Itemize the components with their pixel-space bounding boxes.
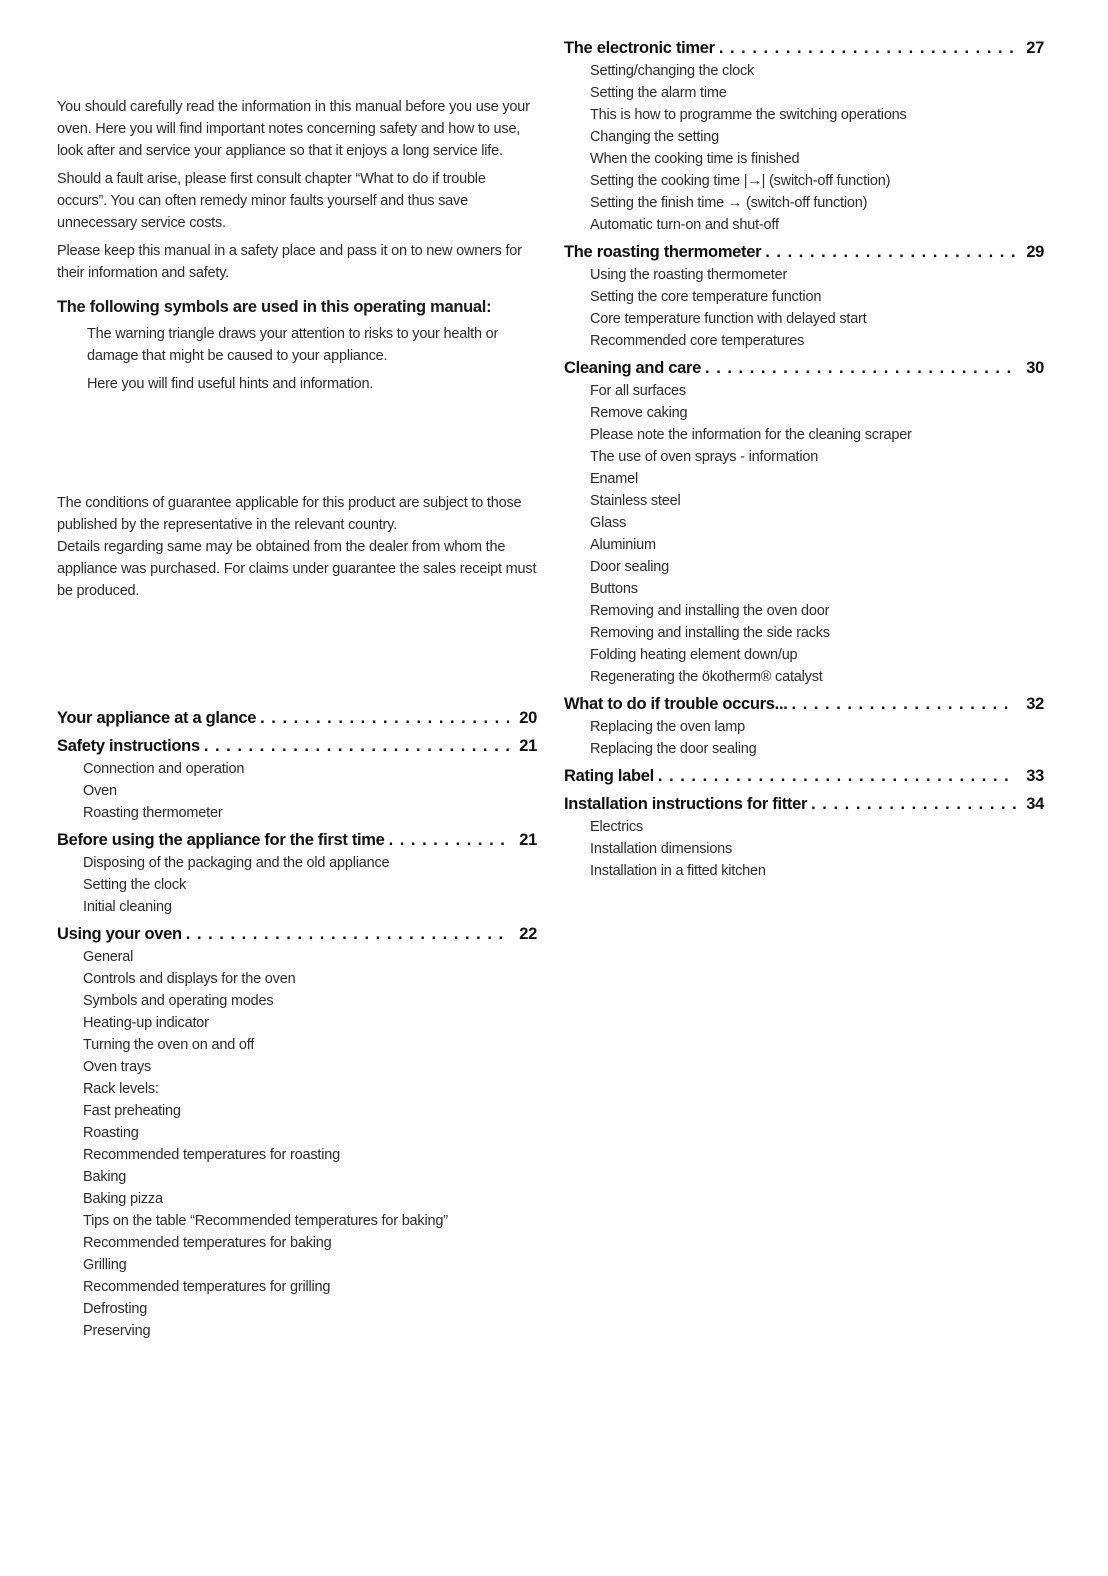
intro-paragraph: You should carefully read the information in this manual before you use your oven. Here you will find important notes concerning safety and how to use, look after and service your appliance so that it enjoys a long service life. (57, 99, 530, 159)
toc-subitem[interactable]: Using the roasting thermometer (590, 267, 788, 283)
toc-subitem[interactable]: Replacing the door sealing (590, 741, 757, 757)
toc-heading[interactable] (57, 922, 537, 946)
warning-note: The warning triangle draws your attention to risks to your health or damage that might be caused to your appliance. (87, 326, 499, 364)
toc-page-number: 22 (519, 925, 537, 943)
toc-section (57, 734, 537, 824)
toc-subitem[interactable]: Setting the core temperature function (590, 289, 822, 305)
toc-subitem[interactable]: Setting the cooking time |→| (switch-off function) (590, 173, 891, 189)
toc-section (57, 828, 537, 918)
toc-subitem[interactable]: Removing and installing the oven door (590, 603, 830, 619)
toc-section (564, 36, 1044, 236)
toc-subitem[interactable]: Initial cleaning (83, 899, 172, 915)
toc-subitem[interactable]: For all surfaces (590, 383, 686, 399)
toc-leader-dots (186, 922, 509, 946)
toc-subitem[interactable]: Rack levels: (83, 1081, 159, 1097)
toc-subitem[interactable]: Connection and operation (83, 761, 245, 777)
toc-heading-title: Before using the appliance for the first time (57, 831, 385, 849)
toc-subitem[interactable]: Fast preheating (83, 1103, 181, 1119)
toc-subitem[interactable]: Turning the oven on and off (83, 1037, 255, 1053)
toc-subitem[interactable]: Electrics (590, 819, 643, 835)
toc-subitem[interactable]: Glass (590, 515, 627, 531)
toc-page-number: 34 (1026, 795, 1044, 813)
toc-page-number: 29 (1026, 243, 1044, 261)
intro-column (57, 96, 537, 608)
toc-heading[interactable] (564, 792, 1044, 816)
toc-heading-title: Safety instructions (57, 737, 200, 755)
toc-section (564, 764, 1044, 788)
toc-subitem[interactable]: Recommended temperatures for baking (83, 1235, 332, 1251)
toc-subitem[interactable]: Recommended temperatures for grilling (83, 1279, 331, 1295)
toc-heading-title: The electronic timer (564, 39, 715, 57)
toc-section (564, 240, 1044, 352)
intro-paragraph: Please keep this manual in a safety place and pass it on to new owners for their information and safety. (57, 243, 522, 281)
symbols-heading: The following symbols are used in this operating manual: (57, 298, 492, 316)
toc-page-number: 33 (1026, 767, 1044, 785)
toc-heading-title: The roasting thermometer (564, 243, 762, 261)
toc-leader-dots (792, 692, 1016, 716)
toc-subitem[interactable]: Roasting thermometer (83, 805, 223, 821)
toc-subitem[interactable]: Controls and displays for the oven (83, 971, 296, 987)
toc-subitem[interactable]: Setting the clock (83, 877, 186, 893)
toc-subitem[interactable]: Aluminium (590, 537, 656, 553)
toc-leader-dots (658, 764, 1016, 788)
toc-subitem[interactable]: Heating-up indicator (83, 1015, 209, 1031)
toc-heading[interactable] (564, 764, 1044, 788)
toc-page-number: 30 (1026, 359, 1044, 377)
table-of-contents-left (57, 706, 537, 1346)
toc-subitem[interactable]: Recommended core temperatures (590, 333, 805, 349)
toc-subitem[interactable]: Core temperature function with delayed start (590, 311, 867, 327)
toc-subitem[interactable]: Door sealing (590, 559, 670, 575)
intro-paragraph: Should a fault arise, please first consult chapter “What to do if trouble occurs”. You can often remedy minor faults yourself and thus save unnecessary service costs. (57, 171, 486, 231)
toc-subitem[interactable]: Folding heating element down/up (590, 647, 798, 663)
toc-subitem[interactable]: Please note the information for the cleaning scraper (590, 427, 912, 443)
toc-subitem[interactable]: Enamel (590, 471, 638, 487)
guarantee-block (57, 492, 537, 602)
toc-heading-title: Your appliance at a glance (57, 709, 257, 727)
hint-note: Here you will find useful hints and information. (87, 376, 374, 392)
toc-subitem[interactable]: Installation dimensions (590, 841, 733, 857)
toc-subitem[interactable]: Defrosting (83, 1301, 148, 1317)
toc-subitem[interactable]: Recommended temperatures for roasting (83, 1147, 340, 1163)
toc-page-number: 21 (519, 737, 537, 755)
toc-subitem[interactable]: Roasting (83, 1125, 139, 1141)
toc-page-number: 20 (519, 709, 537, 727)
toc-subitem[interactable]: Grilling (83, 1257, 127, 1273)
toc-section (564, 692, 1044, 760)
toc-subitem[interactable]: Oven (83, 783, 117, 799)
toc-subitem[interactable]: Installation in a fitted kitchen (590, 863, 766, 879)
toc-subitem[interactable]: Tips on the table “Recommended temperatures for baking” (83, 1213, 448, 1229)
toc-subitem[interactable]: Stainless steel (590, 493, 681, 509)
toc-subitem[interactable]: Remove caking (590, 405, 688, 421)
toc-subitem[interactable]: General (83, 949, 134, 965)
toc-heading[interactable] (57, 734, 537, 758)
toc-section (57, 706, 537, 730)
toc-heading-title: Using your oven (57, 925, 182, 943)
toc-subitem[interactable]: Preserving (83, 1323, 151, 1339)
toc-leader-dots (204, 734, 509, 758)
toc-subitem[interactable]: Removing and installing the side racks (590, 625, 830, 641)
toc-subitem[interactable]: Buttons (590, 581, 638, 597)
toc-heading-title: Rating label (564, 767, 654, 785)
toc-subitem[interactable]: Setting the alarm time (590, 85, 727, 101)
toc-heading[interactable] (57, 828, 537, 852)
toc-heading[interactable] (564, 240, 1044, 264)
toc-subitem[interactable]: Symbols and operating modes (83, 993, 274, 1009)
toc-subitem[interactable]: When the cooking time is finished (590, 151, 800, 167)
toc-leader-dots (765, 240, 1016, 264)
toc-heading[interactable] (564, 692, 1044, 716)
toc-leader-dots (705, 356, 1016, 380)
toc-leader-dots (719, 36, 1016, 60)
toc-subitem[interactable]: Replacing the oven lamp (590, 719, 745, 735)
toc-heading-title: Installation instructions for fitter (564, 795, 808, 813)
toc-leader-dots (389, 828, 509, 852)
toc-subitem[interactable]: Baking (83, 1169, 127, 1185)
toc-leader-dots (260, 706, 509, 730)
toc-page-number: 27 (1026, 39, 1044, 57)
toc-subitem[interactable]: Setting the finish time → (switch-off function) (590, 195, 868, 211)
toc-subitem[interactable]: This is how to programme the switching operations (590, 107, 907, 123)
guarantee-paragraph: The conditions of guarantee applicable for this product are subject to those published by the representative in the relevant country. (57, 495, 522, 533)
guarantee-paragraph: Details regarding same may be obtained from the dealer from whom the appliance was purchased. For claims under guarantee the sales receipt must be produced. (57, 539, 537, 599)
toc-subitem[interactable]: Automatic turn-on and shut-off (590, 217, 779, 233)
toc-subitem[interactable]: Changing the setting (590, 129, 720, 145)
toc-heading-title: Cleaning and care (564, 359, 702, 377)
toc-subitem[interactable]: The use of oven sprays - information (590, 449, 819, 465)
toc-page-number: 32 (1026, 695, 1044, 713)
toc-heading-title: What to do if trouble occurs... (564, 695, 788, 713)
table-of-contents-right (564, 36, 1044, 886)
toc-subitem[interactable]: Regenerating the ökotherm® catalyst (590, 669, 823, 685)
toc-section (57, 922, 537, 1342)
toc-subitem[interactable]: Baking pizza (83, 1191, 163, 1207)
toc-heading[interactable] (564, 356, 1044, 380)
toc-leader-dots (811, 792, 1016, 816)
toc-subitem[interactable]: Setting/changing the clock (590, 63, 755, 79)
toc-heading[interactable] (564, 36, 1044, 60)
toc-section (564, 792, 1044, 882)
toc-heading[interactable] (57, 706, 537, 730)
toc-subitem[interactable]: Disposing of the packaging and the old appliance (83, 855, 390, 871)
toc-subitem[interactable]: Oven trays (83, 1059, 152, 1075)
toc-section (564, 356, 1044, 688)
toc-page-number: 21 (519, 831, 537, 849)
